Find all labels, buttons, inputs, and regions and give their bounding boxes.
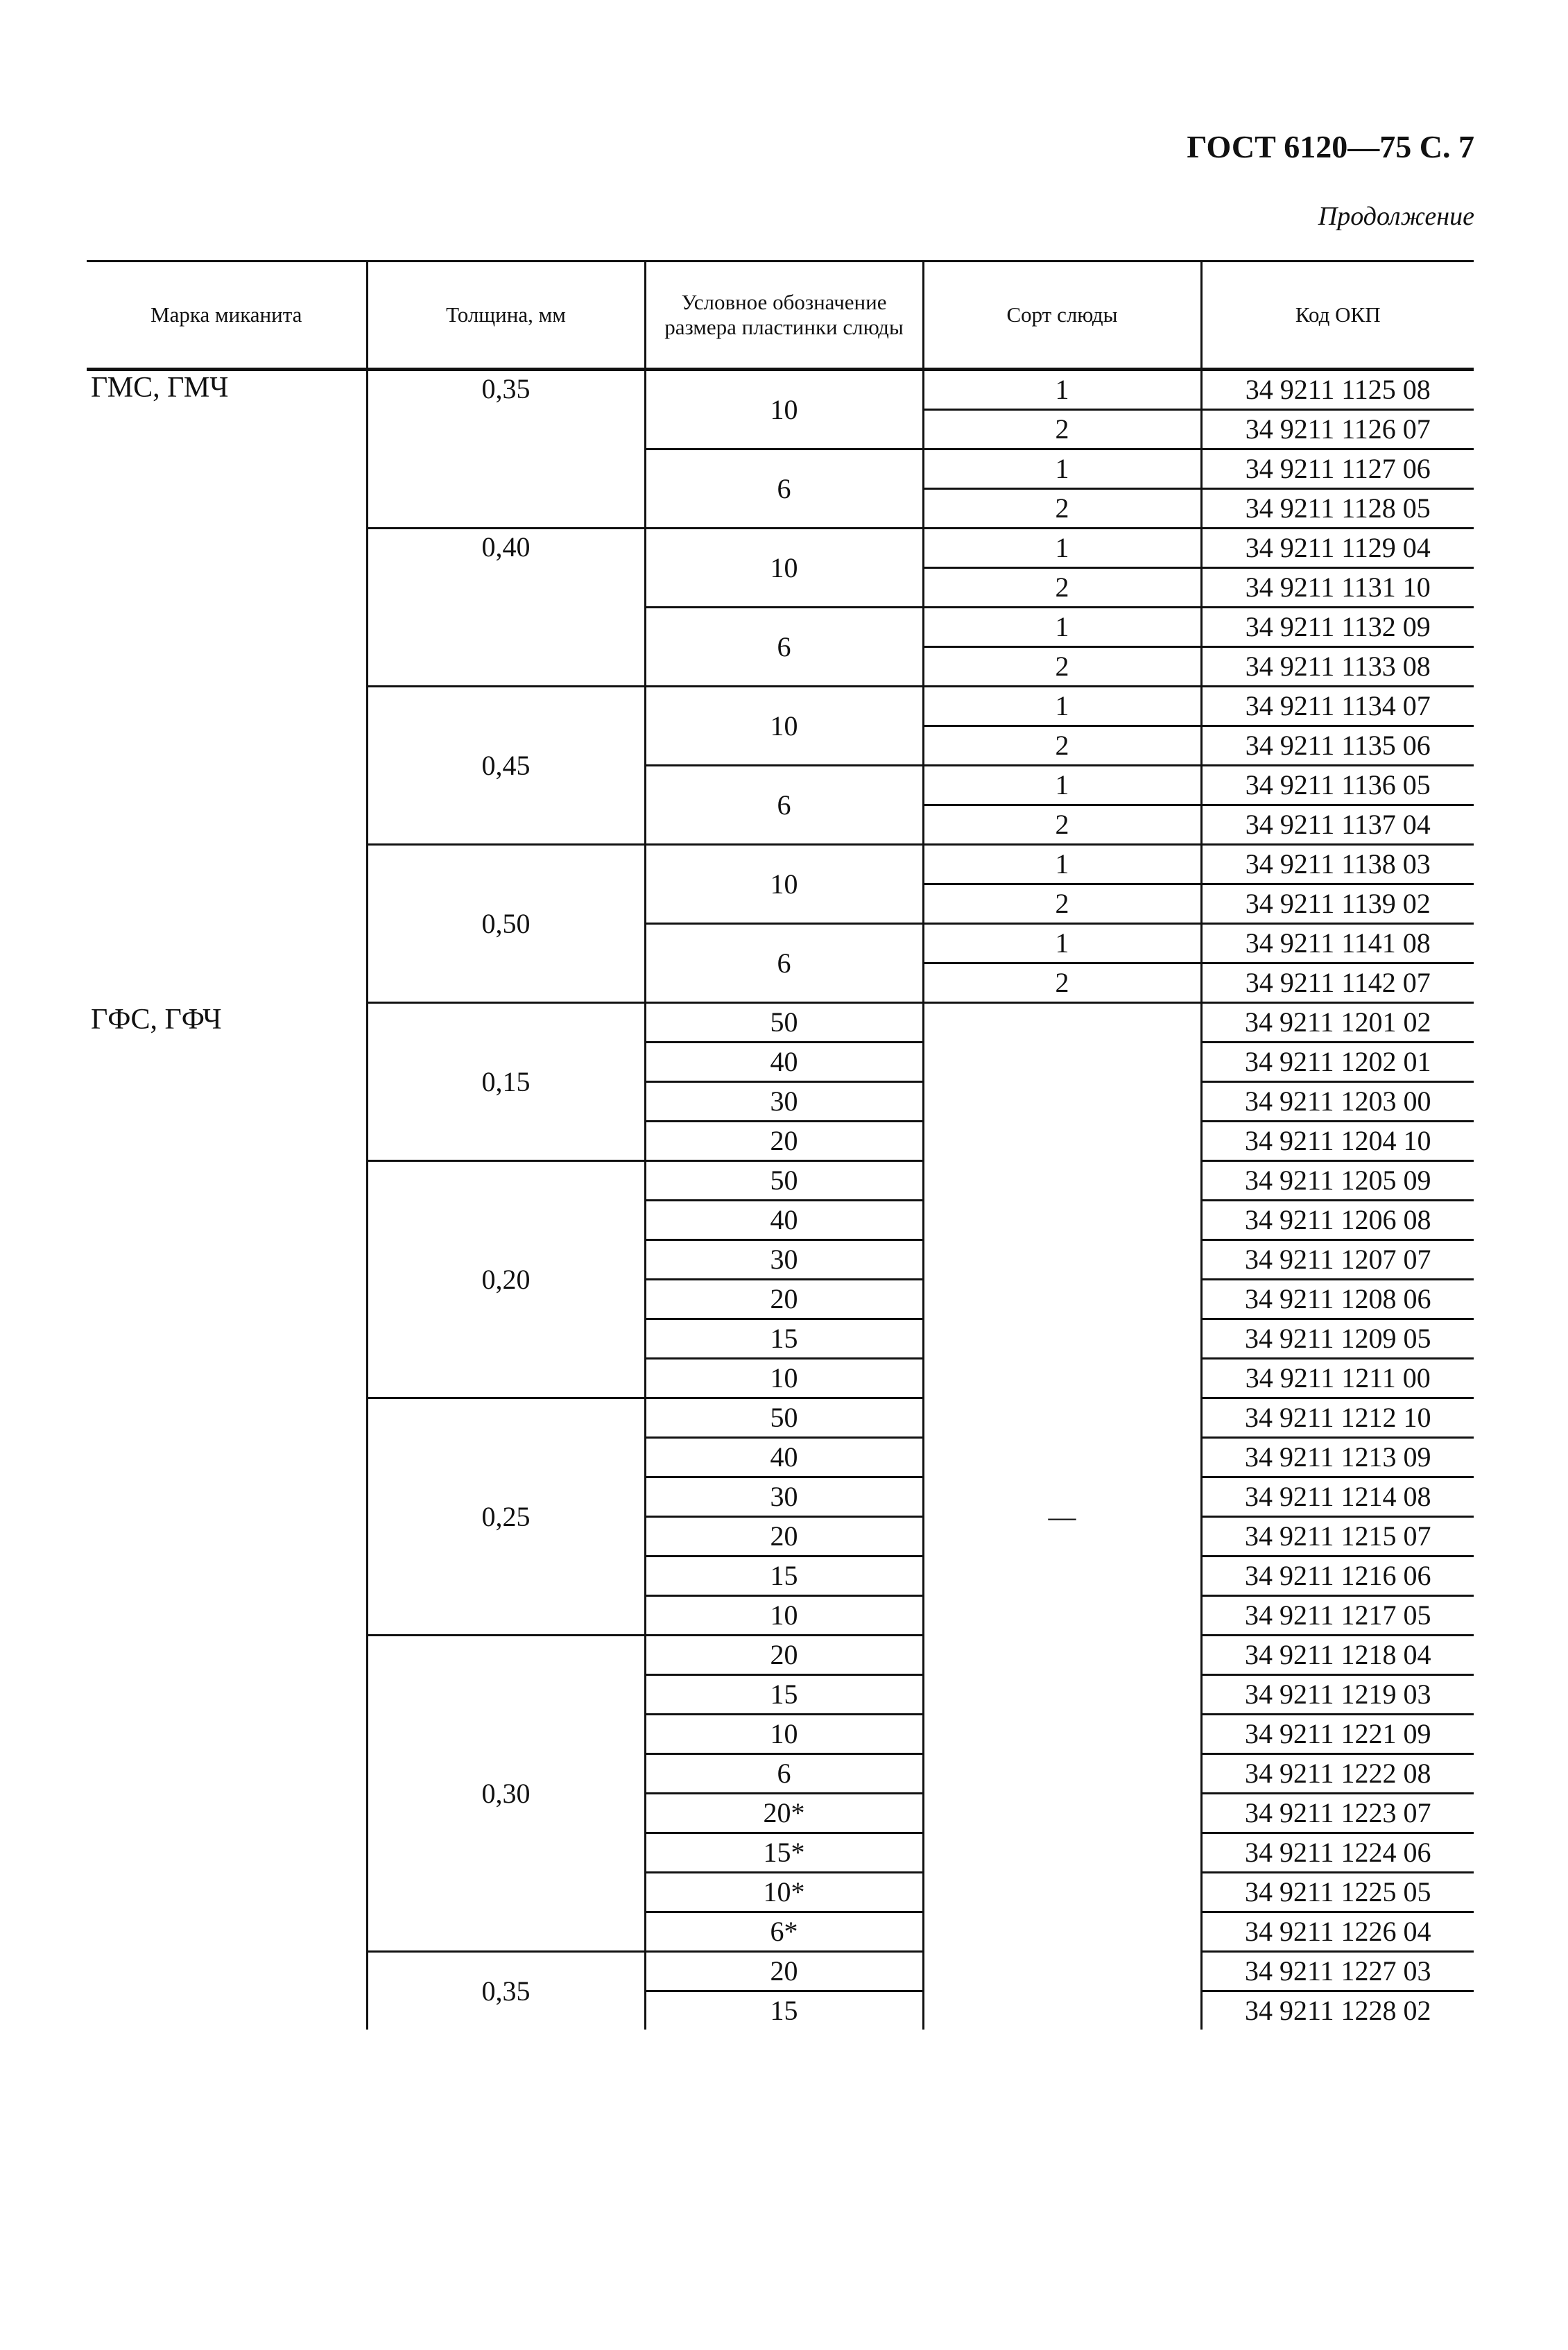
mica-grade: 1 [923,687,1201,726]
okp-code: 34 9211 1212 10 [1201,1398,1474,1438]
size-designation: 30 [645,1082,923,1122]
size-designation: 6 [645,924,923,1003]
okp-code: 34 9211 1224 06 [1201,1833,1474,1873]
header-size: Условное обозначение размера пластинки слюды [645,261,923,370]
okp-code: 34 9211 1206 08 [1201,1201,1474,1240]
okp-code: 34 9211 1226 04 [1201,1912,1474,1952]
okp-code: 34 9211 1126 07 [1201,410,1474,449]
size-designation: 6 [645,1754,923,1794]
size-designation: 30 [645,1477,923,1517]
okp-code: 34 9211 1222 08 [1201,1754,1474,1794]
okp-code: 34 9211 1138 03 [1201,845,1474,884]
size-designation: 15 [645,1991,923,2030]
size-designation: 50 [645,1161,923,1201]
table-row [87,370,1474,410]
size-designation: 20 [645,1517,923,1556]
header-mark: Марка миканита [87,261,367,370]
okp-code: 34 9211 1139 02 [1201,884,1474,924]
size-designation: 6* [645,1912,923,1952]
mica-grade: 1 [923,845,1201,884]
okp-code: 34 9211 1221 09 [1201,1715,1474,1754]
okp-code: 34 9211 1137 04 [1201,805,1474,845]
thickness-value: 0,20 [367,1161,645,1398]
size-designation: 6 [645,766,923,845]
okp-code: 34 9211 1227 03 [1201,1952,1474,1991]
thickness-value: 0,40 [367,529,645,687]
size-designation: 6 [645,608,923,687]
mica-grade: 2 [923,963,1201,1003]
okp-code: 34 9211 1141 08 [1201,924,1474,963]
okp-code: 34 9211 1128 05 [1201,489,1474,529]
thickness-value: 0,45 [367,687,645,845]
okp-code: 34 9211 1131 10 [1201,568,1474,608]
okp-code: 34 9211 1201 02 [1201,1003,1474,1043]
okp-code: 34 9211 1202 01 [1201,1043,1474,1082]
size-designation: 10 [645,845,923,924]
size-designation: 6 [645,449,923,529]
size-designation: 10 [645,1359,923,1398]
okp-code: 34 9211 1215 07 [1201,1517,1474,1556]
mica-grade: 2 [923,489,1201,529]
size-designation: 15 [645,1675,923,1715]
size-designation: 50 [645,1398,923,1438]
okp-code: 34 9211 1219 03 [1201,1675,1474,1715]
mica-grade: 1 [923,529,1201,568]
size-designation: 20 [645,1280,923,1319]
okp-code: 34 9211 1225 05 [1201,1873,1474,1912]
size-designation: 10 [645,370,923,449]
okp-code: 34 9211 1228 02 [1201,1991,1474,2030]
mica-grade: 2 [923,884,1201,924]
okp-code: 34 9211 1209 05 [1201,1319,1474,1359]
thickness-value: 0,15 [367,1003,645,1161]
mica-grade: 2 [923,410,1201,449]
mica-grade: 2 [923,647,1201,687]
mica-grade: 1 [923,924,1201,963]
continuation-label: Продолжение [1318,202,1474,231]
okp-code: 34 9211 1125 08 [1201,370,1474,410]
table-row [87,1003,1474,1043]
table-header [87,261,1474,370]
header-thickness: Толщина, мм [367,261,645,370]
mica-grade: 2 [923,726,1201,766]
size-designation: 10 [645,529,923,608]
okp-code: 34 9211 1135 06 [1201,726,1474,766]
mica-grade: 1 [923,608,1201,647]
okp-code: 34 9211 1133 08 [1201,647,1474,687]
okp-code: 34 9211 1205 09 [1201,1161,1474,1201]
size-designation: 15* [645,1833,923,1873]
page-header: ГОСТ 6120—75 С. 7 [1187,129,1474,164]
mica-codes-table [87,260,1474,2030]
size-designation: 30 [645,1240,923,1280]
okp-code: 34 9211 1214 08 [1201,1477,1474,1517]
size-designation: 40 [645,1201,923,1240]
okp-code: 34 9211 1207 07 [1201,1240,1474,1280]
mica-grade: 2 [923,805,1201,845]
okp-code: 34 9211 1211 00 [1201,1359,1474,1398]
size-designation: 10 [645,687,923,766]
size-designation: 40 [645,1043,923,1082]
okp-code: 34 9211 1204 10 [1201,1122,1474,1161]
header-grade: Сорт слюды [923,261,1201,370]
okp-code: 34 9211 1136 05 [1201,766,1474,805]
okp-code: 34 9211 1218 04 [1201,1636,1474,1675]
thickness-value: 0,35 [367,370,645,529]
header-row [87,261,1474,370]
mica-grade: 1 [923,766,1201,805]
okp-code: 34 9211 1208 06 [1201,1280,1474,1319]
okp-code: 34 9211 1132 09 [1201,608,1474,647]
thickness-value: 0,30 [367,1636,645,1952]
thickness-value: 0,35 [367,1952,645,2030]
thickness-value: 0,25 [367,1398,645,1636]
size-designation: 20* [645,1794,923,1833]
mica-grade-dash: — [923,1003,1201,2030]
size-designation: 15 [645,1319,923,1359]
okp-code: 34 9211 1127 06 [1201,449,1474,489]
mica-grade: 1 [923,370,1201,410]
mica-grade: 2 [923,568,1201,608]
mica-mark: ГФС, ГФЧ [91,1003,222,1036]
size-designation: 10* [645,1873,923,1912]
thickness-value: 0,50 [367,845,645,1003]
okp-code: 34 9211 1142 07 [1201,963,1474,1003]
okp-code: 34 9211 1134 07 [1201,687,1474,726]
header-okp-code: Код ОКП [1201,261,1474,370]
size-designation: 20 [645,1952,923,1991]
size-designation: 40 [645,1438,923,1477]
size-designation: 10 [645,1715,923,1754]
okp-code: 34 9211 1213 09 [1201,1438,1474,1477]
size-designation: 10 [645,1596,923,1636]
size-designation: 20 [645,1122,923,1161]
okp-code: 34 9211 1223 07 [1201,1794,1474,1833]
okp-code: 34 9211 1129 04 [1201,529,1474,568]
mica-mark: ГМС, ГМЧ [91,372,229,404]
size-designation: 15 [645,1556,923,1596]
table-body [87,370,1474,2030]
size-designation: 20 [645,1636,923,1675]
okp-code: 34 9211 1217 05 [1201,1596,1474,1636]
okp-code: 34 9211 1203 00 [1201,1082,1474,1122]
mica-grade: 1 [923,449,1201,489]
size-designation: 50 [645,1003,923,1043]
okp-code: 34 9211 1216 06 [1201,1556,1474,1596]
